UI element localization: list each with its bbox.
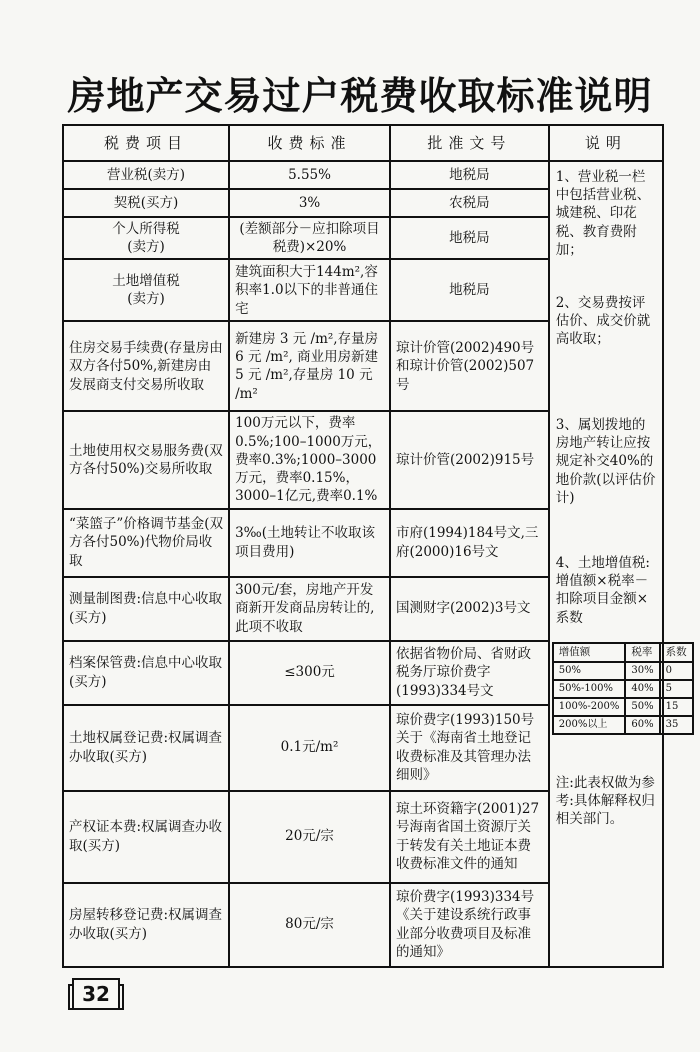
page-title: 房地产交易过户税费收取标准说明: [67, 73, 653, 118]
approval-cell: 琼计价管(2002)490号和琼计价管(2002)507号: [390, 321, 549, 411]
approval-cell: 琼价费字(1993)334号《关于建设系统行政事业部分收费项目及标准的通知》: [390, 883, 549, 967]
rate-cell: 30%: [625, 662, 659, 680]
header-approval: 批准文号: [390, 125, 549, 161]
rate-cell: 100%-200%: [553, 698, 626, 716]
item-cell: 产权证本费:权属调查办收取(买方): [63, 791, 229, 883]
page-number: 32: [72, 978, 120, 1010]
header-item: 税费项目: [63, 125, 229, 161]
rate-row: [553, 698, 693, 716]
note-2: 2、交易费按评估价、成交价就高收取；: [555, 295, 651, 348]
fee-table: [62, 124, 687, 968]
item-cell: 住房交易手续费(存量房由双方各付50%,新建房由发展商支付交易所收取: [63, 321, 229, 411]
rate-row: [553, 680, 693, 698]
approval-cell: 地税局: [390, 161, 549, 189]
standard-cell: 80元/宗: [229, 883, 390, 967]
rate-cell: 35: [660, 716, 693, 734]
standard-cell: ≤300元: [229, 641, 390, 705]
item-cell: 个人所得税 (卖方): [63, 217, 229, 259]
standard-cell: 20元/宗: [229, 791, 390, 883]
rate-header-cell: 系数: [660, 643, 693, 662]
rate-cell: 50%-100%: [553, 680, 626, 698]
standard-cell: 新建房 3 元 /m²,存量房 6 元 /m², 商业用房新建 5 元 /m²,存量房 10 元 /m²: [229, 321, 390, 411]
rate-cell: 200%以上: [553, 716, 626, 734]
rate-cell: 60%: [625, 716, 659, 734]
standard-cell: 5.55%: [229, 161, 390, 189]
approval-cell: 地税局: [390, 259, 549, 321]
notes-cell: [549, 161, 687, 967]
note-4: 4、土地增值税:增值额×税率－扣除项目金额×系数: [555, 555, 650, 626]
rate-cell: 5: [660, 680, 693, 698]
approval-cell: 琼土环资籍字(2001)27号海南省国土资源厅关于转发有关土地证本费收费标准文件的通知: [390, 791, 549, 883]
note-1: 1、营业税一栏中包括营业税、城建税、印花税、教育费附加；: [555, 169, 651, 258]
standard-cell: 300元/套，房地产开发商新开发商品房转让的,此项不收取: [229, 577, 390, 641]
rate-row: [553, 662, 693, 680]
item-cell: 档案保管费:信息中心收取(买方): [63, 641, 229, 705]
rate-cell: 15: [660, 698, 693, 716]
land-vat-rate-table: [552, 642, 694, 735]
rate-cell: 50%: [553, 662, 626, 680]
header-notes: 说明: [549, 125, 663, 161]
note-3: 3、属划拨地的房地产转让应按规定补交40%的地价款(以评估价计): [555, 417, 656, 506]
rate-header-cell: 税率: [625, 643, 659, 662]
rate-cell: 0: [660, 662, 693, 680]
item-cell: 土地增值税 (卖方): [63, 259, 229, 321]
standard-cell: 0.1元/m²: [229, 705, 390, 791]
item-cell: 土地使用权交易服务费(双方各付50%)交易所收取: [63, 411, 229, 508]
approval-cell: 琼价费字(1993)150号关于《海南省土地登记收费标准及其管理办法细则》: [390, 705, 549, 791]
standard-cell: 3%: [229, 189, 390, 217]
table-row: [63, 161, 663, 189]
rate-row: [553, 716, 693, 734]
standard-cell: (差额部分－应扣除项目税费)×20%: [229, 217, 390, 259]
item-cell: 测量制图费:信息中心收取(买方): [63, 577, 229, 641]
rate-header-row: [553, 643, 693, 662]
rate-cell: 40%: [625, 680, 659, 698]
approval-cell: 依据省物价局、省财政税务厅琼价费字(1993)334号文: [390, 641, 549, 705]
item-cell: 房屋转移登记费:权属调查办收取(买方): [63, 883, 229, 967]
header-standard: 收费标准: [229, 125, 390, 161]
item-cell: 土地权属登记费:权属调查办收取(买方): [63, 705, 229, 791]
rate-header-cell: 增值额: [553, 643, 626, 662]
standard-cell: 3‰(土地转让不收取该项目费用): [229, 509, 390, 577]
standard-cell: 建筑面积大于144m²,容积率1.0以下的非普通住宅: [229, 259, 390, 321]
note-5: 注:此表权做为参考:具体解释权归相关部门。: [555, 775, 655, 828]
approval-cell: 琼计价管(2002)915号: [390, 411, 549, 508]
item-cell: 营业税(卖方): [63, 161, 229, 189]
item-cell: “菜篮子”价格调节基金(双方各付50%)代物价局收取: [63, 509, 229, 577]
rate-cell: 50%: [625, 698, 659, 716]
table-header-row: [63, 125, 663, 161]
approval-cell: 地税局: [390, 217, 549, 259]
approval-cell: 农税局: [390, 189, 549, 217]
standard-cell: 100万元以下，费率0.5%;100–1000万元，费率0.3%;1000–3000万元，费率0.15%，3000–1亿元,费率0.1%: [229, 411, 390, 508]
item-cell: 契税(买方): [63, 189, 229, 217]
approval-cell: 市府(1994)184号文,三府(2000)16号文: [390, 509, 549, 577]
approval-cell: 国测财字(2002)3号文: [390, 577, 549, 641]
